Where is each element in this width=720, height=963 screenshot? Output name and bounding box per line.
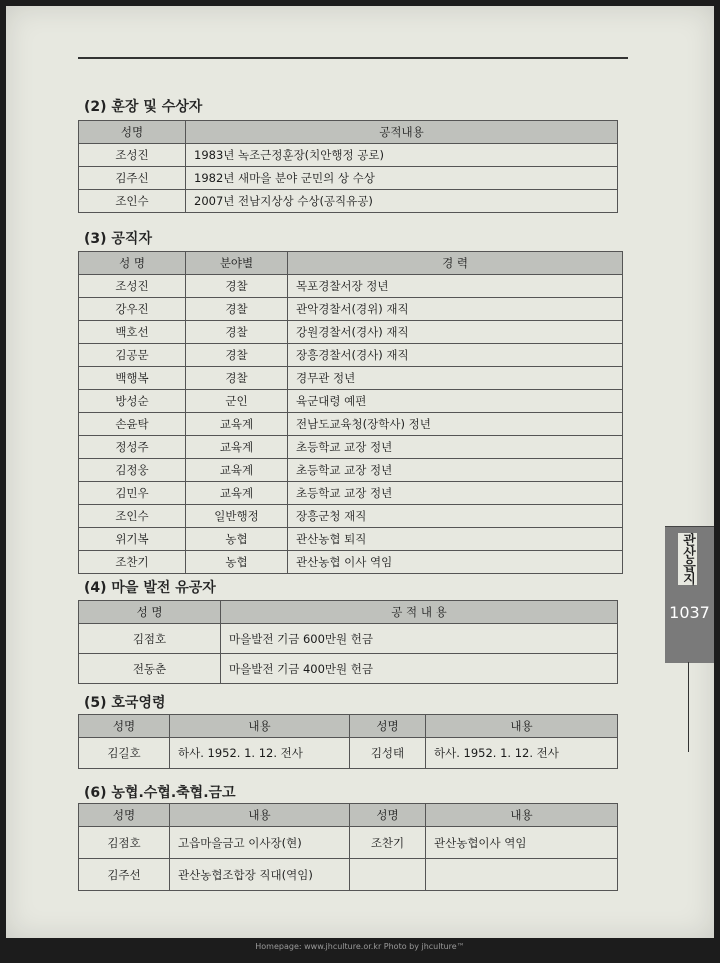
cell-career: 관산농협 이사 역임 bbox=[288, 551, 623, 574]
cell-achievement: 1982년 새마을 분야 군민의 상 수상 bbox=[186, 167, 618, 190]
cell-career: 장흥군청 재직 bbox=[288, 505, 623, 528]
cell-career: 장흥경찰서(경사) 재직 bbox=[288, 344, 623, 367]
cell-name: 조인수 bbox=[79, 190, 186, 213]
header-field: 분야별 bbox=[186, 252, 288, 275]
cell-achievement: 마을발전 기금 600만원 헌금 bbox=[221, 624, 618, 654]
cell-name: 조찬기 bbox=[79, 551, 186, 574]
cell-name: 조인수 bbox=[79, 505, 186, 528]
cell-field: 교육계 bbox=[186, 436, 288, 459]
cell-content: 관산농협이사 역임 bbox=[426, 827, 618, 859]
chapter-side-tab bbox=[665, 526, 714, 663]
header-achievement: 공 적 내 용 bbox=[221, 601, 618, 624]
header-achievement: 공적내용 bbox=[186, 121, 618, 144]
cell-name: 조성진 bbox=[79, 275, 186, 298]
cell-name: 방성순 bbox=[79, 390, 186, 413]
side-rule bbox=[688, 662, 689, 752]
cell-name bbox=[350, 859, 426, 891]
table-row bbox=[79, 624, 618, 654]
cell-field: 경찰 bbox=[186, 367, 288, 390]
cell-name: 위기복 bbox=[79, 528, 186, 551]
cell-field: 경찰 bbox=[186, 298, 288, 321]
cell-name: 정성주 bbox=[79, 436, 186, 459]
section-title-fallen-soldiers: (5) 호국영령 bbox=[84, 695, 166, 711]
section-title-awards: (2) 훈장 및 수상자 bbox=[84, 99, 203, 115]
cell-field: 교육계 bbox=[186, 459, 288, 482]
table-row bbox=[79, 654, 618, 684]
cell-name: 김정웅 bbox=[79, 459, 186, 482]
section-title-village-merit: (4) 마을 발전 유공자 bbox=[84, 580, 216, 596]
cell-field: 일반행정 bbox=[186, 505, 288, 528]
cell-name: 전동춘 bbox=[79, 654, 221, 684]
section-title-cooperatives: (6) 농협.수협.축협.금고 bbox=[84, 785, 236, 801]
cell-name: 김공문 bbox=[79, 344, 186, 367]
cell-field: 경찰 bbox=[186, 344, 288, 367]
table-row bbox=[79, 167, 618, 190]
awards-table bbox=[78, 120, 618, 213]
cell-field: 농협 bbox=[186, 528, 288, 551]
cell-name: 백호선 bbox=[79, 321, 186, 344]
cell-content: 관산농협조합장 직대(역임) bbox=[170, 859, 350, 891]
table-row bbox=[79, 528, 623, 551]
cell-field: 군인 bbox=[186, 390, 288, 413]
cell-career: 초등학교 교장 정년 bbox=[288, 459, 623, 482]
cell-achievement: 2007년 전남지상상 수상(공직유공) bbox=[186, 190, 618, 213]
table-row bbox=[79, 298, 623, 321]
header-name: 성명 bbox=[79, 804, 170, 827]
header-name: 성 명 bbox=[79, 601, 221, 624]
header-content: 내용 bbox=[170, 715, 350, 738]
table-row bbox=[79, 551, 623, 574]
table-row bbox=[79, 827, 618, 859]
cell-name: 김점호 bbox=[79, 827, 170, 859]
cell-career: 초등학교 교장 정년 bbox=[288, 482, 623, 505]
table-row bbox=[79, 738, 618, 769]
table-row bbox=[79, 859, 618, 891]
cell-name: 백행복 bbox=[79, 367, 186, 390]
cell-name: 김점호 bbox=[79, 624, 221, 654]
header-career: 경 력 bbox=[288, 252, 623, 275]
cell-field: 교육계 bbox=[186, 482, 288, 505]
header-name: 성 명 bbox=[79, 252, 186, 275]
cell-career: 관악경찰서(경위) 재직 bbox=[288, 298, 623, 321]
table-row bbox=[79, 190, 618, 213]
cell-name: 조성진 bbox=[79, 144, 186, 167]
cell-content: 하사. 1952. 1. 12. 전사 bbox=[426, 738, 618, 769]
cell-content: 하사. 1952. 1. 12. 전사 bbox=[170, 738, 350, 769]
table-row bbox=[79, 390, 623, 413]
table-row bbox=[79, 321, 623, 344]
cell-career: 초등학교 교장 정년 bbox=[288, 436, 623, 459]
table-row bbox=[79, 505, 623, 528]
cell-content: 고읍마을금고 이사장(현) bbox=[170, 827, 350, 859]
book-title: 관산읍지 bbox=[680, 533, 695, 585]
cell-field: 경찰 bbox=[186, 275, 288, 298]
cell-field: 경찰 bbox=[186, 321, 288, 344]
cell-achievement: 1983년 녹조근정훈장(치안행정 공로) bbox=[186, 144, 618, 167]
cell-name: 김길호 bbox=[79, 738, 170, 769]
cell-content bbox=[426, 859, 618, 891]
header-content: 내용 bbox=[426, 804, 618, 827]
cell-name: 김주신 bbox=[79, 167, 186, 190]
header-name: 성명 bbox=[79, 121, 186, 144]
page-number: 1037 bbox=[669, 603, 710, 622]
page bbox=[6, 6, 714, 938]
cell-name: 김민우 bbox=[79, 482, 186, 505]
table-row bbox=[79, 275, 623, 298]
header-content: 내용 bbox=[426, 715, 618, 738]
cell-achievement: 마을발전 기금 400만원 헌금 bbox=[221, 654, 618, 684]
table-row bbox=[79, 367, 623, 390]
cell-career: 육군대령 예편 bbox=[288, 390, 623, 413]
photo-credit: Homepage: www.jhculture.or.kr Photo by jhculture™ bbox=[255, 942, 465, 951]
table-row bbox=[79, 144, 618, 167]
cell-name: 김주선 bbox=[79, 859, 170, 891]
cell-field: 교육계 bbox=[186, 413, 288, 436]
table-row bbox=[79, 344, 623, 367]
cell-career: 관산농협 퇴직 bbox=[288, 528, 623, 551]
header-name: 성명 bbox=[79, 715, 170, 738]
cell-career: 강원경찰서(경사) 재직 bbox=[288, 321, 623, 344]
fallen-soldiers-table bbox=[78, 714, 618, 769]
cell-name: 손윤탁 bbox=[79, 413, 186, 436]
village-merit-table bbox=[78, 600, 618, 684]
cell-name: 김성태 bbox=[350, 738, 426, 769]
table-row bbox=[79, 436, 623, 459]
header-name: 성명 bbox=[350, 804, 426, 827]
table-row bbox=[79, 413, 623, 436]
top-rule bbox=[78, 57, 628, 59]
cell-career: 목포경찰서장 정년 bbox=[288, 275, 623, 298]
cell-career: 전남도교육청(장학사) 정년 bbox=[288, 413, 623, 436]
section-title-officials: (3) 공직자 bbox=[84, 231, 152, 247]
cell-name: 강우진 bbox=[79, 298, 186, 321]
table-row bbox=[79, 459, 623, 482]
officials-table bbox=[78, 251, 623, 574]
cooperatives-table bbox=[78, 803, 618, 891]
header-content: 내용 bbox=[170, 804, 350, 827]
cell-field: 농협 bbox=[186, 551, 288, 574]
cell-career: 경무관 정년 bbox=[288, 367, 623, 390]
table-row bbox=[79, 482, 623, 505]
cell-name: 조찬기 bbox=[350, 827, 426, 859]
header-name: 성명 bbox=[350, 715, 426, 738]
